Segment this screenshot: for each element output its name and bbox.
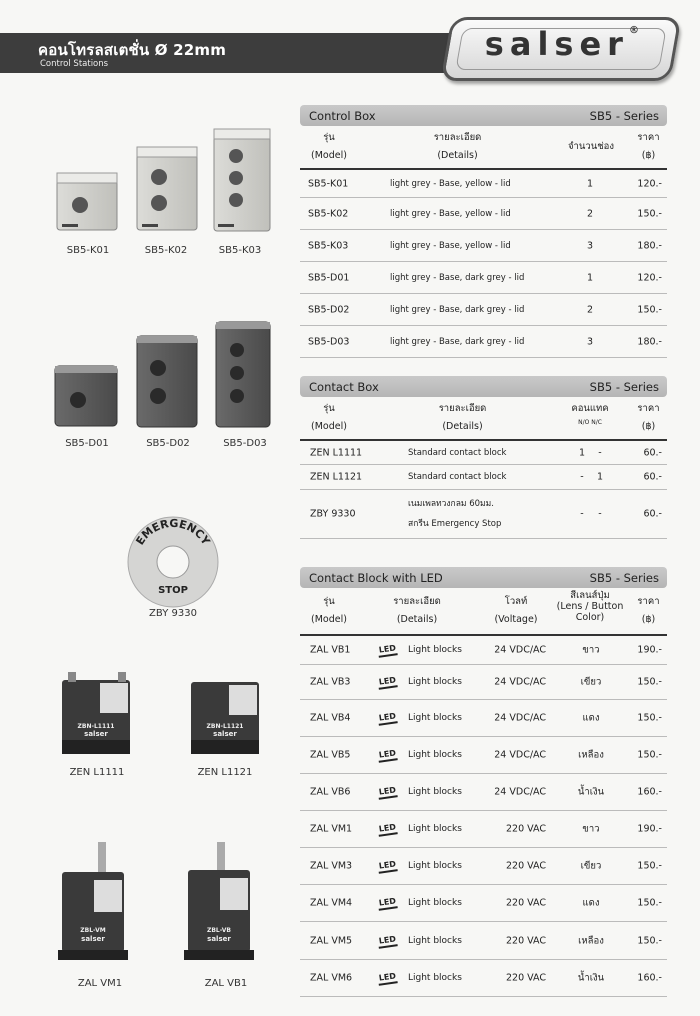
zen1-part-label: ZBN-L1111 (77, 723, 115, 730)
logo-text: salser (484, 25, 629, 63)
holes-cell: 1 (586, 272, 594, 283)
details-cell: Standard contact block (408, 447, 507, 458)
voltage-cell: 24 VDC/AC (494, 749, 546, 761)
color-cell: น้ำเงิน (577, 786, 605, 798)
price-cell: 120.- (637, 272, 662, 283)
model-cell: SB5-D01 (308, 272, 350, 283)
table-row (300, 922, 667, 960)
section-title: Contact Box (309, 379, 379, 394)
model-cell: ZAL VB4 (310, 712, 351, 724)
table-row (300, 490, 667, 539)
contact-block-zen-l1111-image (62, 672, 130, 754)
price-cell: 60.- (643, 471, 662, 483)
holes-cell: 3 (586, 240, 594, 251)
section-series: SB5 - Series (589, 108, 659, 123)
details-cell: Light blocks (408, 713, 462, 723)
details-cell: Standard contact block (408, 472, 507, 482)
model-cell: SB5-D03 (308, 336, 350, 347)
price-cell: 150.- (637, 304, 662, 315)
led-icon: LED (378, 972, 406, 985)
table-row (300, 774, 667, 811)
model-cell: ZEN L1121 (310, 471, 363, 483)
details-cell: Light blocks (408, 935, 462, 946)
picture-label: ZAL VB1 (204, 978, 248, 989)
picture-label: SB5-D01 (65, 438, 109, 449)
model-cell: ZAL VB3 (310, 676, 351, 688)
details-cell: Light blocks (408, 677, 462, 687)
led-icon: LED (378, 712, 406, 725)
emergency-text: EMERGENCY (133, 516, 213, 548)
voltage-cell: 220 VAC (505, 860, 546, 872)
color-cell: น้ำเงิน (577, 972, 605, 984)
model-cell: SB5-K02 (308, 208, 349, 219)
holes-cell: 1 (586, 178, 594, 189)
picture-label: ZEN L1111 (69, 767, 125, 778)
section-title: Contact Block with LED (309, 570, 443, 585)
no-cell: - (580, 508, 584, 520)
price-cell: 150.- (637, 676, 662, 688)
price-cell: 180.- (637, 240, 662, 251)
color-cell: แดง (582, 897, 600, 909)
section-title: Control Box (309, 108, 376, 123)
price-cell: 160.- (637, 972, 662, 984)
model-cell: ZAL VB6 (310, 786, 351, 798)
color-cell: เขียว (580, 676, 602, 688)
box-sb5-k03-image (214, 129, 270, 231)
box-sb5-d03-image (216, 322, 270, 427)
holes-cell: 3 (586, 336, 594, 347)
zen2-brand-label: salser (213, 730, 237, 738)
details-cell: Light blocks (408, 645, 462, 655)
table-row (300, 262, 667, 294)
color-cell: เขียว (580, 860, 602, 872)
nc-cell: 1 (596, 471, 604, 483)
color-cell: ขาว (582, 823, 600, 835)
section-series: SB5 - Series (589, 379, 659, 394)
section-header (300, 105, 667, 126)
model-cell: ZAL VB1 (310, 644, 351, 656)
table-row (300, 441, 667, 465)
salser-logo: salser® (440, 17, 681, 81)
table-row (300, 960, 667, 997)
zen2-part-label: ZBN-L1121 (206, 723, 244, 730)
details-cell: light grey - Base, yellow - lid (390, 178, 511, 189)
table-row (300, 848, 667, 885)
model-cell: ZAL VM4 (310, 897, 353, 909)
details-cell: Light blocks (408, 898, 462, 908)
table-row (300, 465, 667, 490)
price-cell: 190.- (637, 823, 662, 835)
price-cell: 60.- (643, 508, 662, 520)
picture-label: ZEN L1121 (197, 767, 253, 778)
stop-text: STOP (158, 585, 188, 596)
voltage-cell: 24 VDC/AC (494, 644, 546, 656)
table-row (300, 170, 667, 198)
table-header: รุ่น (Model) รายละเอียด (Details) จำนวนช่อง ราคา (฿) (300, 126, 667, 170)
holes-cell: 2 (586, 304, 594, 315)
led-icon: LED (378, 934, 406, 947)
details-cell: Light blocks (408, 750, 462, 760)
voltage-cell: 220 VAC (505, 972, 546, 984)
zal2-part-label: ZBL-VB (206, 927, 232, 934)
color-cell: ขาว (582, 644, 600, 656)
price-cell: 120.- (637, 178, 662, 189)
table-row (300, 198, 667, 230)
nc-cell: - (598, 447, 602, 458)
price-cell: 150.- (637, 897, 662, 909)
details-cell: Light blocks (408, 824, 462, 834)
led-icon: LED (378, 897, 406, 910)
price-cell: 150.- (637, 749, 662, 761)
picture-label: SB5-K03 (218, 245, 262, 256)
contact-block-zen-l1121-image (191, 682, 259, 754)
page-subtitle: Control Stations (40, 59, 109, 69)
box-sb5-d02-image (137, 336, 197, 427)
zal1-part-label: ZBL-VM (80, 927, 106, 934)
section-header (300, 567, 667, 588)
table-row (300, 885, 667, 922)
table-row (300, 294, 667, 326)
voltage-cell: 220 VAC (505, 897, 546, 909)
picture-label: SB5-D02 (146, 438, 190, 449)
model-cell: ZAL VM5 (310, 935, 353, 946)
model-cell: ZAL VM6 (310, 972, 353, 984)
zal1-brand-label: salser (81, 935, 105, 943)
details-cell: light grey - Base, dark grey - lid (390, 336, 525, 347)
details-cell: เนมเพลทวงกลม 60มม. สกรีน Emergency Stop (408, 499, 502, 529)
picture-label: SB5-K02 (144, 245, 188, 256)
table-row (300, 230, 667, 262)
color-cell: เหลือง (578, 935, 604, 946)
box-sb5-k02-image (137, 147, 197, 230)
table-row (300, 811, 667, 848)
box-sb5-d01-image (55, 366, 117, 426)
picture-label: SB5-D03 (223, 438, 267, 449)
details-cell: light grey - Base, yellow - lid (390, 240, 511, 251)
led-icon: LED (378, 644, 406, 657)
led-icon: LED (378, 786, 406, 799)
nc-cell: - (598, 508, 602, 520)
control-box-section (300, 105, 667, 358)
details-cell: Light blocks (408, 861, 462, 871)
model-cell: SB5-K03 (308, 240, 349, 251)
box-sb5-k01-image (57, 173, 117, 230)
picture-label: SB5-K01 (66, 245, 110, 256)
led-icon: LED (378, 860, 406, 873)
table-row (300, 737, 667, 774)
details-cell: Light blocks (408, 973, 462, 983)
details-cell: light grey - Base, dark grey - lid (390, 304, 525, 315)
led-icon: LED (378, 676, 406, 689)
price-cell: 150.- (637, 935, 662, 946)
picture-label: ZAL VM1 (77, 978, 123, 989)
led-icon: LED (378, 823, 406, 836)
voltage-cell: 24 VDC/AC (494, 676, 546, 688)
model-cell: SB5-K01 (308, 178, 349, 189)
section-series: SB5 - Series (589, 570, 659, 585)
price-cell: 150.- (637, 712, 662, 724)
table-header: รุ่น (Model) รายละเอียด (Details) คอนแทค N/O N/C ราคา (฿) (300, 397, 667, 441)
price-cell: 150.- (637, 860, 662, 872)
contact-box-section (300, 376, 667, 539)
table-row (300, 665, 667, 700)
product-pictures (0, 0, 300, 1016)
holes-cell: 2 (586, 208, 594, 219)
price-cell: 60.- (643, 447, 662, 458)
page-title: คอนโทรลสเตชั่น Ø 22mm (38, 41, 227, 59)
table-row (300, 636, 667, 665)
details-cell: Light blocks (408, 787, 462, 797)
table-header: รุ่น (Model) รายละเอียด (Details) โวลท์ (Voltage) สีเลนส์ปุ่ม (Lens / Button Color) ราคา (฿) (300, 588, 667, 636)
voltage-cell: 220 VAC (505, 823, 546, 835)
model-cell: ZAL VB5 (310, 749, 351, 761)
details-cell: light grey - Base, dark grey - lid (390, 272, 525, 283)
model-cell: SB5-D02 (308, 304, 350, 315)
model-cell: ZAL VM3 (310, 860, 353, 872)
details-cell: light grey - Base, yellow - lid (390, 208, 511, 219)
voltage-cell: 220 VAC (505, 935, 546, 946)
zen1-brand-label: salser (84, 730, 108, 738)
price-cell: 160.- (637, 786, 662, 798)
price-cell: 180.- (637, 336, 662, 347)
voltage-cell: 24 VDC/AC (494, 786, 546, 798)
model-cell: ZEN L1111 (310, 447, 363, 458)
voltage-cell: 24 VDC/AC (494, 712, 546, 724)
contact-led-section (300, 567, 667, 997)
color-cell: แดง (582, 712, 600, 724)
color-cell: เหลือง (578, 749, 604, 761)
no-cell: - (580, 471, 584, 483)
zal2-brand-label: salser (207, 935, 231, 943)
picture-label: ZBY 9330 (149, 608, 197, 619)
section-header (300, 376, 667, 397)
model-cell: ZBY 9330 (310, 508, 356, 520)
no-cell: 1 (578, 447, 586, 458)
led-icon: LED (378, 749, 406, 762)
table-row (300, 326, 667, 358)
model-cell: ZAL VM1 (310, 823, 353, 835)
price-cell: 190.- (637, 644, 662, 656)
table-row (300, 700, 667, 737)
price-cell: 150.- (637, 208, 662, 219)
